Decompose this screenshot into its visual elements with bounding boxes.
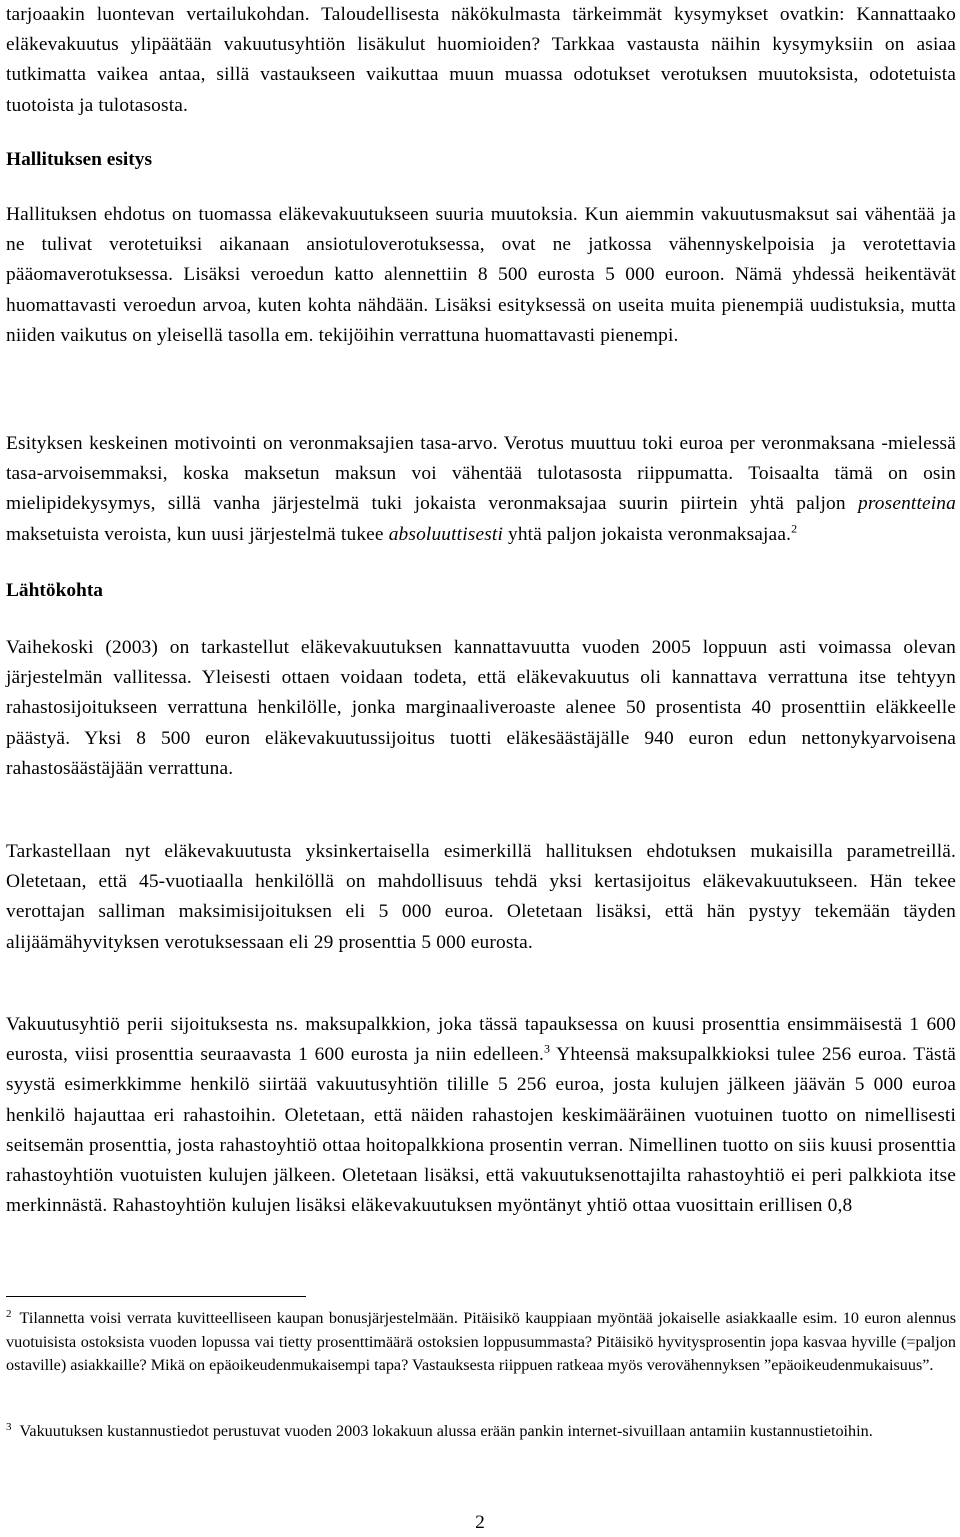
footnote-separator — [6, 1296, 306, 1297]
footnote-ref-3[interactable]: 3 — [544, 1041, 551, 1056]
footnote-mark: 3 — [6, 1420, 12, 1433]
section2-paragraph-3 — [6, 1010, 956, 1221]
footnote-text: Vakuutuksen kustannustiedot perustuvat vuoden 2003 lokakuun alussa erään pankin internet-sivuillaan antamiin kustannustietoihin. — [19, 1422, 873, 1440]
footnote-mark: 2 — [6, 1307, 12, 1320]
footnote-3 — [6, 1420, 956, 1444]
text-run: Esityksen keskeinen motivointi on veronmaksajien tasa-arvo. Verotus muuttuu toki euroa per veronmaksana -mielessä tasa-arvoisemmaksi, koska maksetun maksun voi vähentää tulotasosta riippumatta. Toisaalta tämä on osin mielipidekysymys, sillä vanha järjestelmä tuki jokaista veronmaksajaa suurin piirtein yhtä paljon — [6, 433, 956, 515]
page-number: 2 — [475, 1512, 485, 1533]
section1-paragraph-1: Hallituksen ehdotus on tuomassa eläkevakuutukseen suuria muutoksia. Kun aiemmin vakuutusmaksut sai vähentää ja ne tulivat verotetuiksi aikanaan ansiotuloverotuksessa, ovat ne jatkossa vähennyskelpoisia ja verotettavia pääomaverotuksessa. Lisäksi veroedun katto alennettiin 8 500 eurosta 5 000 euroon. Nämä yhdessä heikentävät huomattavasti veroedun arvoa, kuten kohta nähdään. Lisäksi esityksessä on useita muita pienempiä uudistuksia, mutta niiden vaikutus on yleisellä tasolla em. tekijöihin verrattuna huomattavasti pienempi. — [6, 204, 956, 346]
text-run: Vakuutusyhtiö perii sijoituksesta ns. maksupalkkion, joka tässä tapauksessa on kuusi prosenttia ensimmäisestä 1 600 eurosta, viisi prosenttia seuraavasta 1 600 eurosta ja niin edelleen. — [6, 1014, 956, 1066]
text-run: maksetuista veroista, kun uusi järjestelmä tukee — [6, 523, 389, 545]
section-heading-hallituksen-esitys: Hallituksen esitys — [6, 149, 152, 170]
section2-paragraph-1: Vaihekoski (2003) on tarkastellut eläkevakuutuksen kannattavuutta vuoden 2005 loppuun asti voimassa olevan järjestelmän vallitessa. Yleisesti ottaen voidaan todeta, että eläkevakuutus oli kannattava verrattuna itse tehtyyn rahastosijoitukseen verrattuna henkilölle, jonka marginaaliveroaste alenee 50 prosentista 40 prosenttiin eläkkeelle päästyä. Yksi 8 500 euron eläkevakuutussijoitus tuotti eläkesäästäjälle 940 euron edun nettonykyarvoisena rahastosäästäjään verrattuna. — [6, 637, 956, 779]
text-run: Yhteensä maksupalkkioksi tulee 256 euroa. Tästä syystä esimerkkimme henkilö siirtää vakuutusyhtiön tilille 5 256 euroa, josta kulujen jälkeen jäävän 5 000 euroa henkilö hajauttaa eri rahastoihin. Oletetaan, että näiden rahastojen keskimääräinen vuotuinen tuotto on nimellisesti seitsemän prosenttia, josta rahastoyhtiö ottaa hoitopalkkiona prosentin verran. Nimellinen tuotto on siis kuusi prosenttia rahastoyhtiön vuotuisten kulujen jälkeen. Oletetaan lisäksi, että vakuutuksenottajilta rahastoyhtiö ei peri palkkiota itse merkinnästä. Rahastoyhtiön kulujen lisäksi eläkevakuutuksen myöntänyt yhtiö ottaa vuosittain erillisen 0,8 — [6, 1044, 957, 1217]
footnote-2 — [6, 1307, 956, 1378]
emphasis-absoluuttisesti: absoluuttisesti — [388, 523, 503, 545]
section2-paragraph-2: Tarkastellaan nyt eläkevakuutusta yksinkertaisella esimerkillä hallituksen ehdotuksen mukaisilla parametreillä. Oletetaan, että 45-vuotiaalla henkilöllä on mahdollisuus tehdä yksi kertasijoitus eläkevakuutukseen. Hän tekee verottajan salliman maksimisijoituksen eli 5 000 euroa. Oletetaan lisäksi, että hän pystyy tekemään täyden alijäämähyvityksen verotuksessaan eli 29 prosenttia 5 000 eurosta. — [6, 841, 956, 953]
text-run: yhtä paljon jokaista veronmaksajaa. — [502, 523, 792, 545]
emphasis-prosentteina: prosentteina — [857, 493, 956, 515]
section1-paragraph-2 — [6, 429, 956, 550]
intro-paragraph: tarjoaakin luontevan vertailukohdan. Taloudellisesta näkökulmasta tärkeimmät kysymykset ovatkin: Kannattaako eläkevakuutus ylipäätään vakuutusyhtiön lisäkulut huomioiden? Tarkkaa vastausta näihin kysymyksiin on asiaa tutkimatta vaikea antaa, sillä vastaukseen vaikuttaa muun muassa odotukset verotuksen muutoksista, odotetuista tuotoista ja tulotasosta. — [6, 4, 956, 116]
section-heading-lahtokohta: Lähtökohta — [6, 580, 103, 601]
footnote-ref-2[interactable]: 2 — [791, 521, 798, 536]
footnote-text: Tilannetta voisi verrata kuvitteelliseen kaupan bonusjärjestelmään. Pitäisikö kauppiaan myöntää jokaiselle asiakkaalle esim. 10 euron alennus vuotuisista ostoksista vuoden lopussa vai tietty prosenttimäärä ostoksien loppusummasta? Pitäisikö hyvitysprosentin jopa kasvaa hyville (=paljon ostaville) asiakkaille? Mikä on epäoikeudenmukaisempi tapa? Vastauksesta riippuen ratkeaa myös verovähennyksen ”epäoikeudenmukaisuus”. — [6, 1309, 956, 1375]
